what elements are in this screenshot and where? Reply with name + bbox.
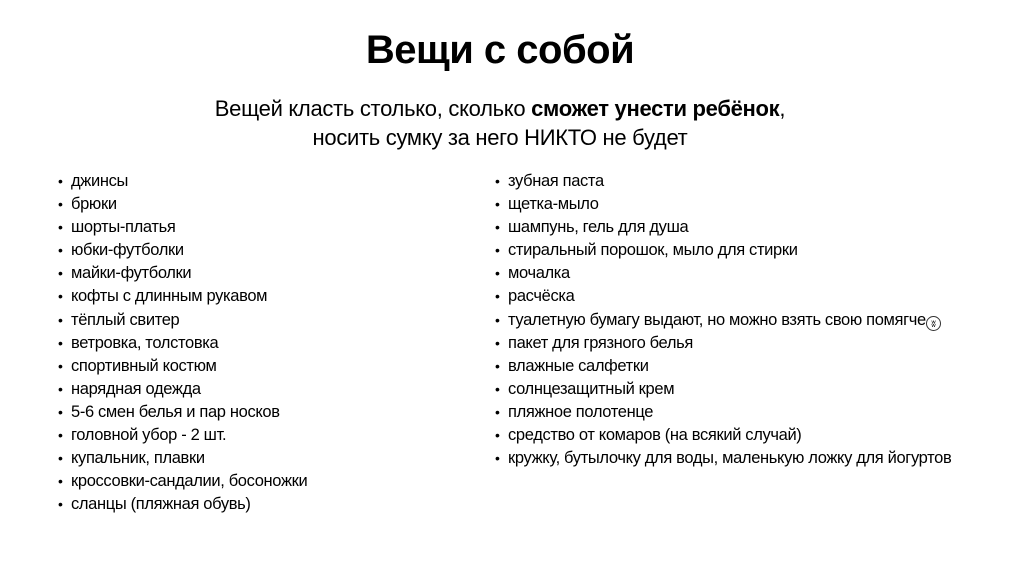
list-item-text: юбки-футболки bbox=[71, 241, 184, 260]
list-item bbox=[495, 378, 951, 401]
list-item bbox=[495, 309, 951, 332]
list-item-text: тёплый свитер bbox=[71, 310, 180, 329]
list-item-text: сланцы (пляжная обувь) bbox=[71, 495, 251, 514]
list-item-text: влажные салфетки bbox=[508, 356, 649, 375]
bullet-icon: • bbox=[495, 380, 500, 397]
bullet-icon: • bbox=[58, 265, 63, 282]
list-item-text: расчёска bbox=[508, 287, 575, 306]
bullet-icon: • bbox=[58, 357, 63, 374]
slide-subtitle bbox=[0, 94, 1000, 152]
bullet-icon: • bbox=[58, 380, 63, 397]
bullet-icon: • bbox=[58, 496, 63, 513]
bullet-icon: • bbox=[58, 427, 63, 444]
bullet-icon: • bbox=[495, 242, 500, 259]
list-item bbox=[495, 285, 951, 308]
hygiene-list bbox=[495, 170, 952, 470]
list-item-text: пляжное полотенце bbox=[508, 402, 654, 421]
bullet-icon: • bbox=[495, 357, 500, 374]
grinning-face-icon: ʬ bbox=[926, 316, 941, 331]
list-item-text: головной убор - 2 шт. bbox=[71, 426, 227, 445]
list-item-text: брюки bbox=[71, 195, 117, 214]
clothing-list bbox=[58, 170, 308, 516]
bullet-icon: • bbox=[58, 173, 63, 189]
bullet-icon: • bbox=[58, 334, 63, 351]
list-item bbox=[495, 401, 951, 424]
bullet-icon: • bbox=[58, 219, 63, 236]
list-item-text: зубная паста bbox=[508, 172, 604, 190]
list-item bbox=[495, 355, 951, 378]
list-item bbox=[58, 170, 307, 193]
list-item-text: щетка-мыло bbox=[508, 195, 599, 214]
bullet-icon: • bbox=[495, 173, 500, 189]
bullet-icon: • bbox=[58, 403, 63, 420]
list-item bbox=[495, 447, 952, 470]
bullet-icon: • bbox=[495, 196, 500, 213]
bullet-icon: • bbox=[495, 403, 500, 420]
list-item-text: 5-6 смен белья и пар носков bbox=[71, 402, 280, 421]
list-item-text: мочалка bbox=[508, 264, 570, 283]
list-item-text: туалетную бумагу выдают, но можно взять свою помягче bbox=[508, 310, 926, 329]
list-item-text: нарядная одежда bbox=[71, 379, 201, 398]
list-item bbox=[58, 355, 307, 378]
list-item-text: кофты с длинным рукавом bbox=[71, 287, 268, 306]
subtitle-line-2: носить сумку за него НИКТО не будет bbox=[312, 125, 688, 150]
bullet-icon: • bbox=[58, 288, 63, 305]
list-item-text: солнцезащитный крем bbox=[508, 379, 675, 398]
list-item bbox=[58, 332, 307, 355]
list-item bbox=[58, 447, 307, 470]
list-item-text: пакет для грязного белья bbox=[508, 333, 693, 352]
bullet-icon: • bbox=[58, 473, 63, 490]
list-item bbox=[58, 262, 307, 285]
list-item-text: кроссовки-сандалии, босоножки bbox=[71, 472, 308, 491]
list-item bbox=[58, 493, 307, 516]
list-item-text: ветровка, толстовка bbox=[71, 333, 219, 352]
list-item-text: джинсы bbox=[71, 172, 129, 190]
list-item bbox=[58, 470, 308, 493]
slide-title: Вещи с собой bbox=[365, 28, 635, 72]
bullet-icon: • bbox=[495, 334, 500, 351]
list-item bbox=[58, 378, 307, 401]
list-item bbox=[495, 424, 951, 447]
list-item bbox=[58, 424, 307, 447]
list-item bbox=[495, 262, 951, 285]
subtitle-emphasis: сможет унести ребёнок bbox=[531, 96, 780, 121]
bullet-icon: • bbox=[58, 450, 63, 467]
bullet-icon: • bbox=[495, 219, 500, 236]
list-item bbox=[495, 332, 951, 355]
list-item-text: стиральный порошок, мыло для стирки bbox=[508, 241, 798, 260]
list-item bbox=[58, 285, 307, 308]
bullet-icon: • bbox=[58, 242, 63, 259]
list-item-text: спортивный костюм bbox=[71, 356, 217, 375]
bullet-icon: • bbox=[58, 311, 63, 328]
list-item-text: купальник, плавки bbox=[71, 449, 205, 468]
list-item-text: кружку, бутылочку для воды, маленькую ложку для йогуртов bbox=[508, 449, 952, 468]
list-item bbox=[495, 239, 951, 262]
list-item-text: шампунь, гель для душа bbox=[508, 218, 689, 237]
subtitle-punct: , bbox=[779, 96, 786, 121]
list-item bbox=[58, 216, 307, 239]
list-item bbox=[495, 193, 951, 216]
list-item-text: шорты-платья bbox=[71, 218, 176, 237]
subtitle-text: Вещей класть столько, сколько bbox=[214, 96, 532, 121]
bullet-icon: • bbox=[495, 288, 500, 305]
bullet-icon: • bbox=[495, 265, 500, 282]
bullet-icon: • bbox=[58, 196, 63, 213]
list-item-text: майки-футболки bbox=[71, 264, 192, 283]
bullet-icon: • bbox=[495, 450, 500, 467]
bullet-icon: • bbox=[495, 311, 500, 328]
list-item bbox=[58, 309, 307, 332]
list-item bbox=[495, 216, 951, 239]
list-item bbox=[495, 170, 951, 193]
bullet-icon: • bbox=[495, 427, 500, 444]
subtitle-line-1 bbox=[0, 94, 1000, 123]
list-item bbox=[58, 401, 307, 424]
list-item bbox=[58, 193, 307, 216]
list-item bbox=[58, 239, 307, 262]
list-item-text: средство от комаров (на всякий случай) bbox=[508, 426, 802, 445]
